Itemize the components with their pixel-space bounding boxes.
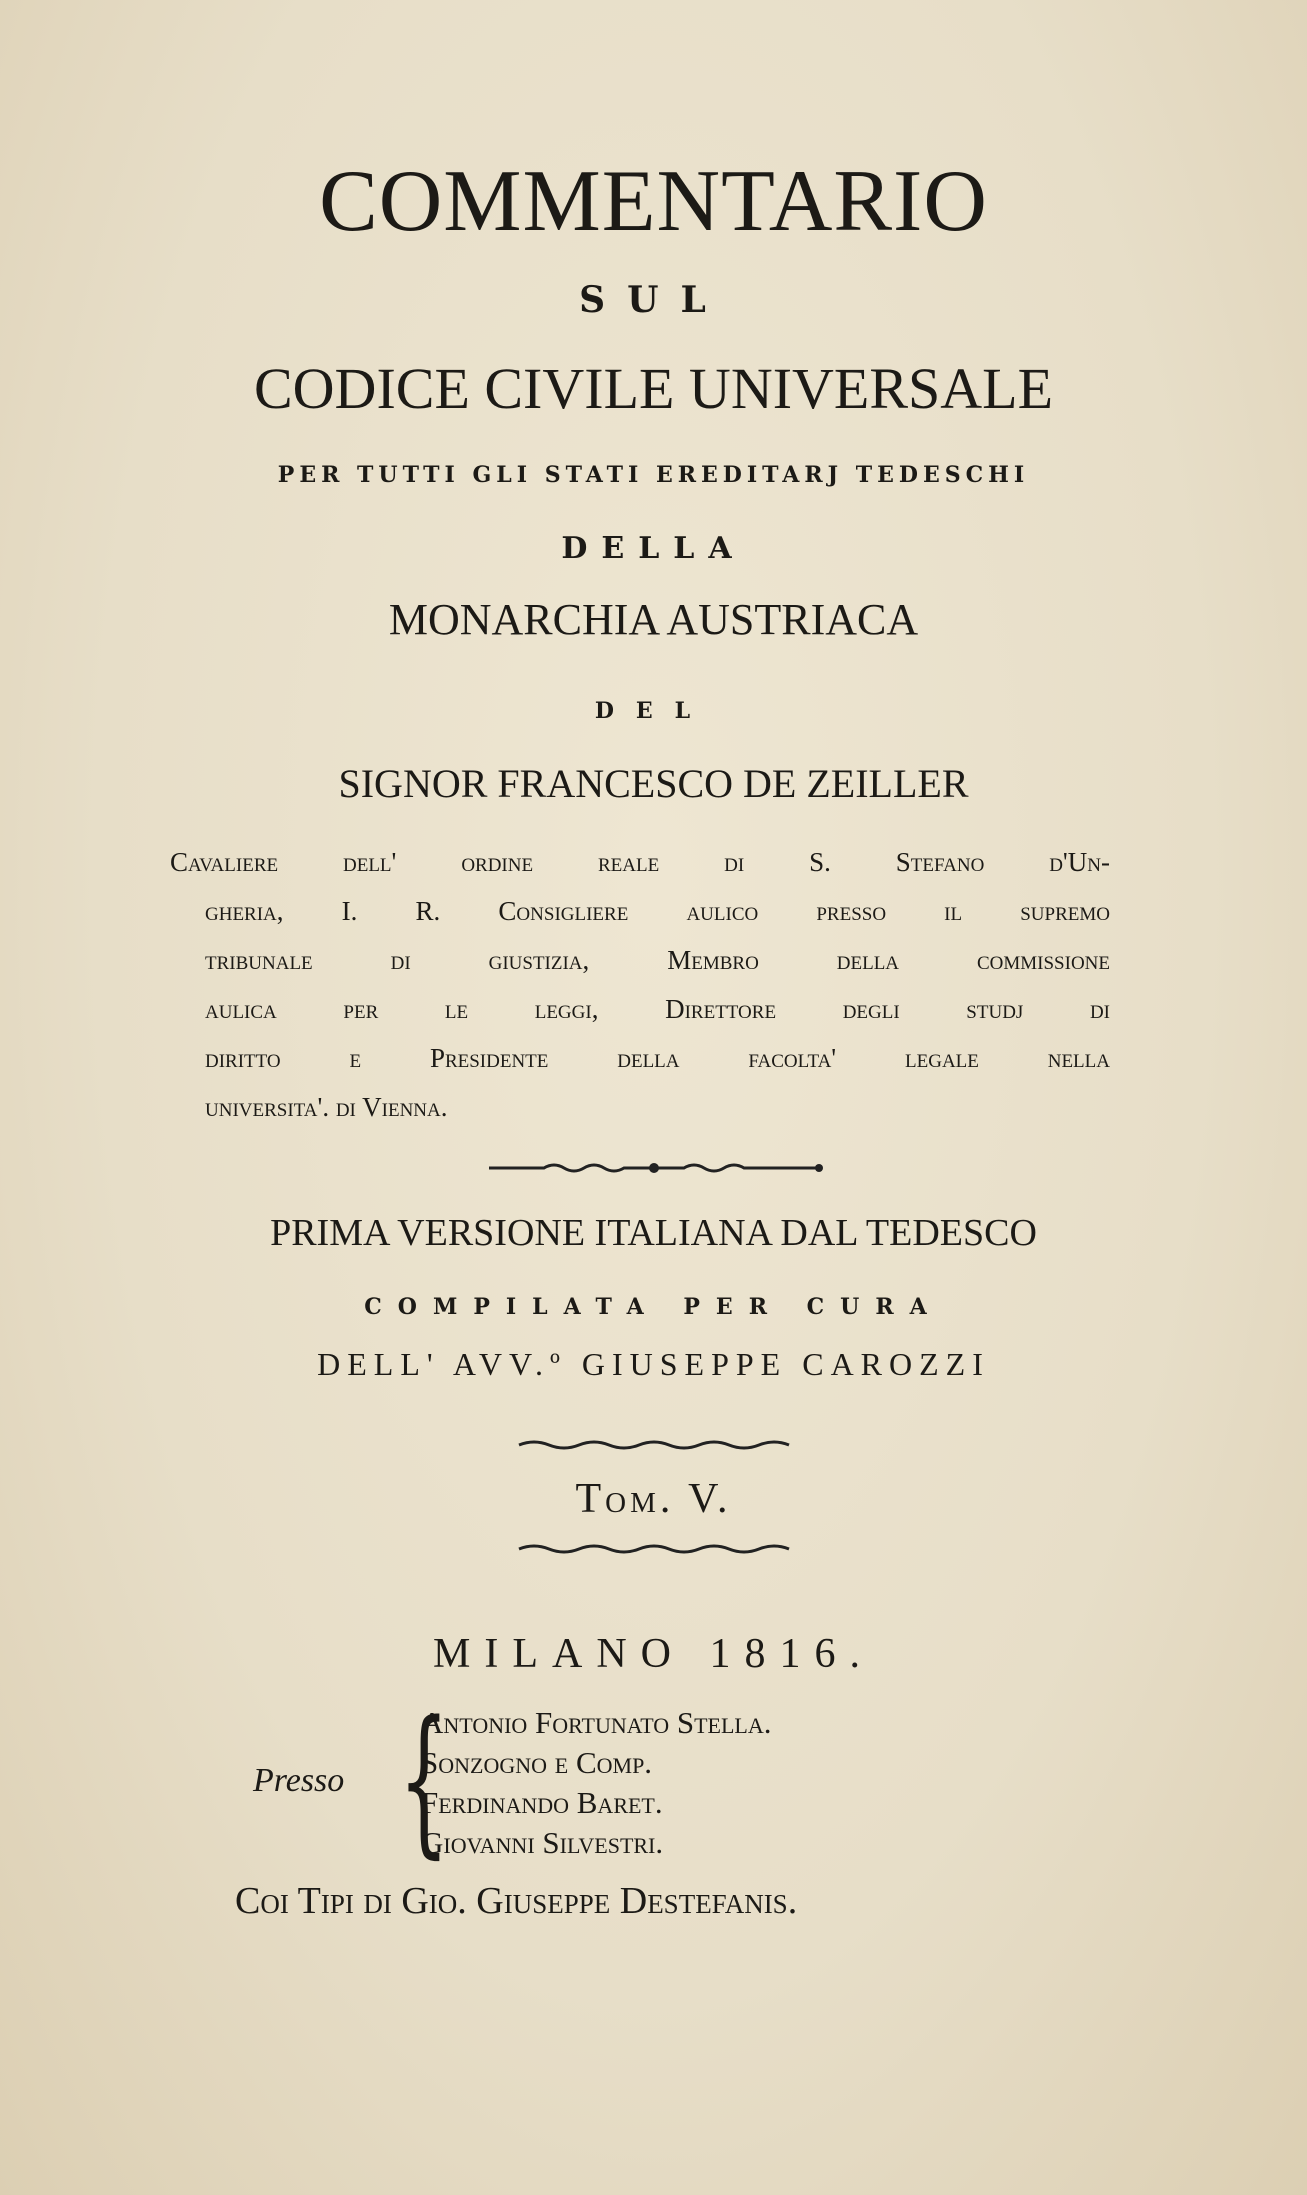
printer-line: Coi Tipi di Gio. Giuseppe Destefanis. bbox=[235, 1880, 798, 1922]
book-title: COMMENTARIO bbox=[319, 153, 988, 250]
publisher: Ferdinando Baret. bbox=[421, 1785, 663, 1820]
translator-line: DELL' AVV.º GIUSEPPE CAROZZI bbox=[317, 1346, 990, 1382]
volume-number: Tom. V. bbox=[575, 1476, 732, 1522]
publisher: Antonio Fortunato Stella. bbox=[421, 1705, 772, 1740]
ornament-divider bbox=[0, 1538, 1307, 1562]
ornament-divider bbox=[0, 1158, 1307, 1183]
subtitle-della: DELLA bbox=[561, 531, 746, 566]
author-title-line: diritto e Presidente della facolta' legale nella bbox=[205, 1043, 1110, 1073]
book-subtitle: CODICE CIVILE UNIVERSALE bbox=[253, 356, 1054, 421]
author-title-line: gheria, I. R. Consigliere aulico presso il supremo bbox=[205, 896, 1110, 926]
publisher: Giovanni Silvestri. bbox=[421, 1825, 664, 1860]
author-title-line: aulica per le leggi, Direttore degli studj di bbox=[205, 994, 1110, 1024]
subtitle-del: DEL bbox=[594, 698, 713, 724]
publisher: Sonzogno e Comp. bbox=[421, 1745, 653, 1780]
publishers-list bbox=[421, 1703, 772, 1863]
subtitle-monarchia: MONARCHIA AUSTRIACA bbox=[388, 595, 919, 644]
author-title-line: tribunale di giustizia, Membro della commissione bbox=[205, 945, 1110, 975]
author-title-line: Cavaliere dell' ordine reale di S. Stefano d'Un- bbox=[170, 847, 1110, 877]
version-line: PRIMA VERSIONE ITALIANA DAL TEDESCO bbox=[270, 1212, 1037, 1254]
author-titles bbox=[170, 838, 1110, 1132]
title-sul: SUL bbox=[579, 279, 728, 321]
author-title-line: universita'. di Vienna. bbox=[205, 1092, 448, 1122]
subtitle-per-tutti: PER TUTTI GLI STATI EREDITARJ TEDESCHI bbox=[277, 462, 1030, 488]
ornament-divider bbox=[0, 1434, 1307, 1458]
author-name: SIGNOR FRANCESCO DE ZEILLER bbox=[338, 761, 969, 806]
presso-label: Presso bbox=[253, 1762, 345, 1799]
brace-icon: { bbox=[398, 1686, 450, 1873]
place-year: MILANO 1816. bbox=[433, 1631, 874, 1677]
compilata-line: COMPILATA PER CURA bbox=[364, 1294, 943, 1320]
